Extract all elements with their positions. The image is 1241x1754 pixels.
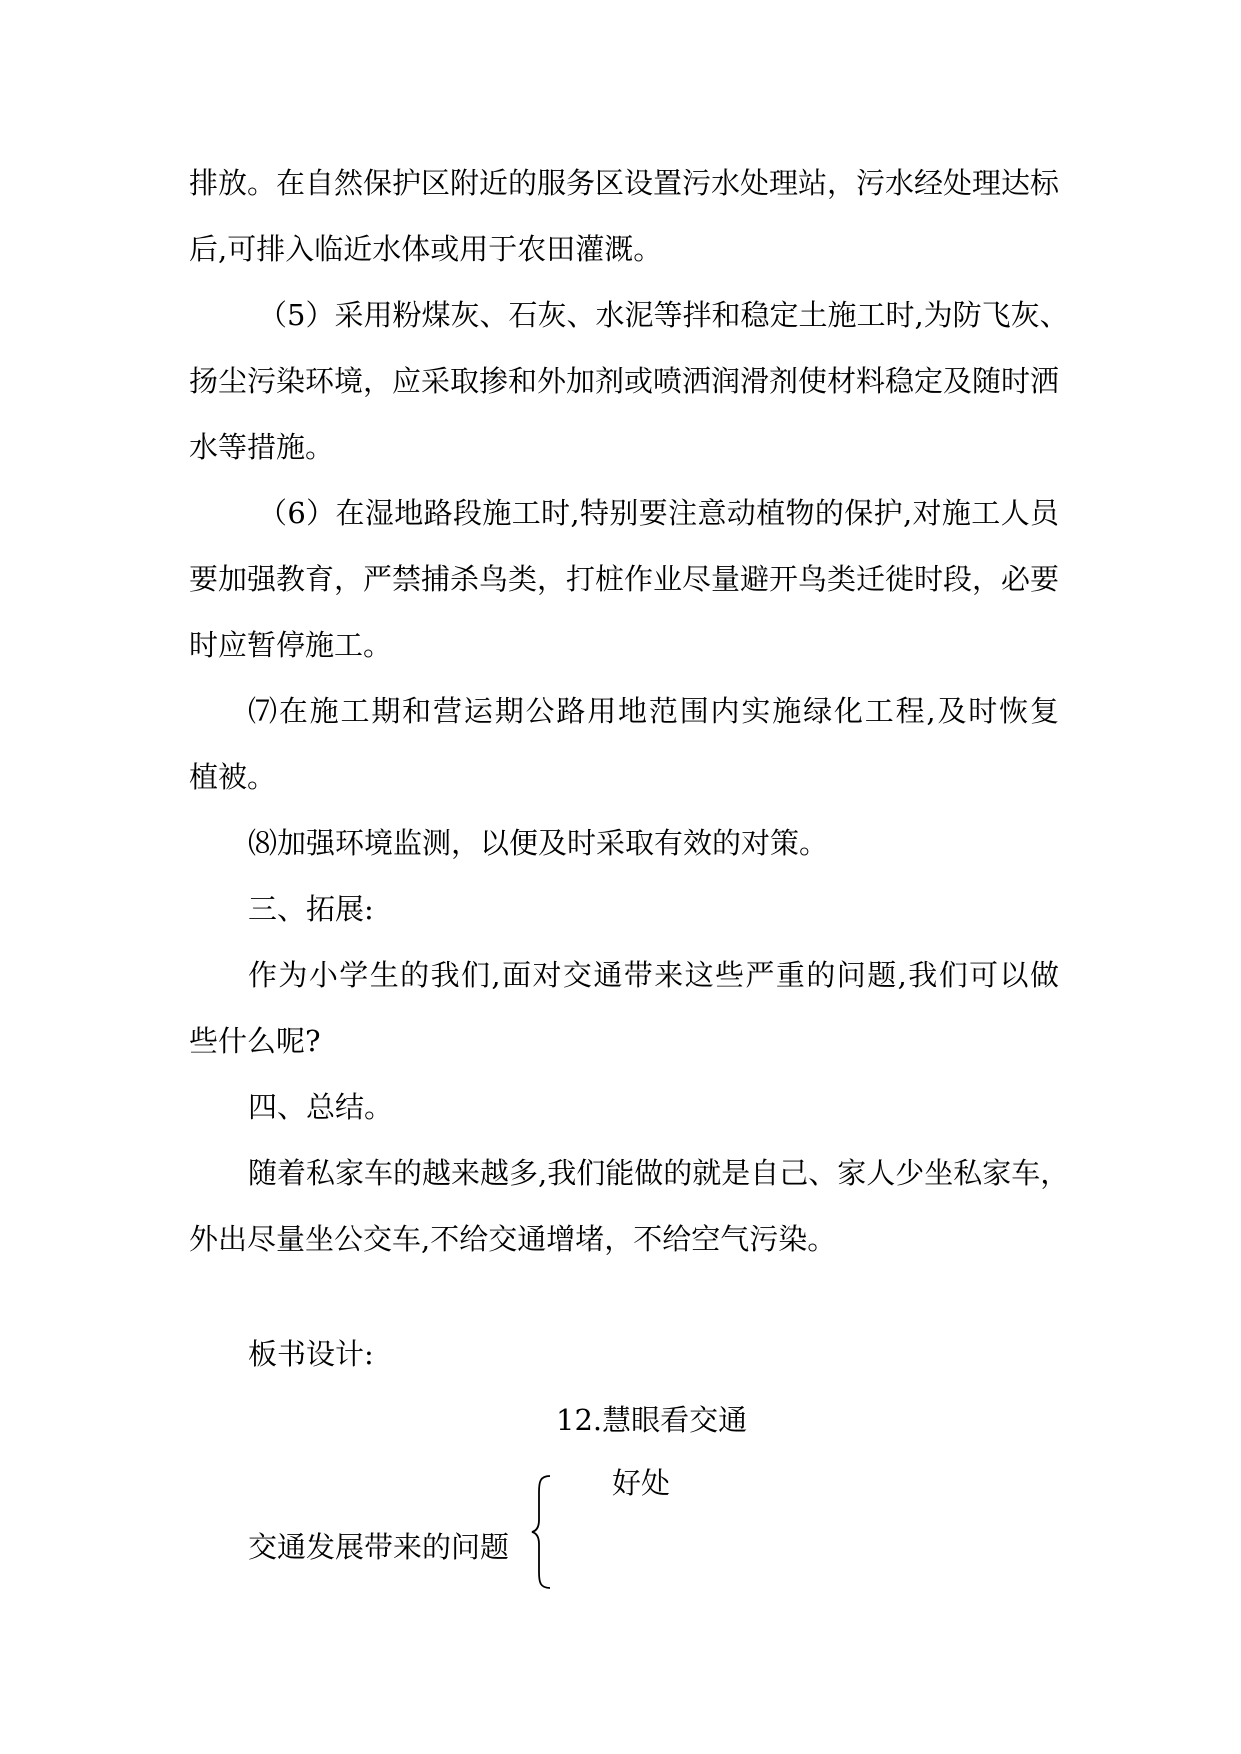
paragraph-line: 些什么呢? <box>189 1024 321 1058</box>
section-heading: 三、拓展: <box>248 892 374 926</box>
paragraph-line: 植被。 <box>189 760 277 794</box>
board-item: 好处 <box>612 1466 671 1500</box>
paragraph-line: 扬尘污染环境，应采取掺和外加剂或喷洒润滑剂使材料稳定及随时洒 <box>189 364 1060 398</box>
paragraph-line: 后,可排入临近水体或用于农田灌溉。 <box>189 232 663 266</box>
paragraph-line: 水等措施。 <box>189 430 335 464</box>
paragraph-line: 随着私家车的越来越多,我们能做的就是自己、家人少坐私家车， <box>248 1156 1070 1190</box>
paragraph-line: ⑺在施工期和营运期公路用地范围内实施绿化工程,及时恢复 <box>248 694 1059 728</box>
board-heading: 板书设计: <box>248 1337 374 1371</box>
paragraph-line: ⑻加强环境监测，以便及时采取有效的对策。 <box>248 826 829 860</box>
section-heading: 四、总结。 <box>248 1090 394 1124</box>
paragraph-line: 时应暂停施工。 <box>189 628 393 662</box>
paragraph-line: 外出尽量坐公交车,不给交通增堵，不给空气污染。 <box>189 1222 837 1256</box>
paragraph-line: 作为小学生的我们,面对交通带来这些严重的问题,我们可以做 <box>248 958 1059 992</box>
board-left-label: 交通发展带来的问题 <box>248 1530 510 1564</box>
board-title: 12.慧眼看交通 <box>556 1403 748 1437</box>
paragraph-line: 排放。在自然保护区附近的服务区设置污水处理站，污水经处理达标 <box>189 166 1060 200</box>
curly-brace-icon <box>530 1474 554 1590</box>
paragraph-line: 要加强教育，严禁捕杀鸟类，打桩作业尽量避开鸟类迁徙时段，必要 <box>189 562 1060 596</box>
paragraph-line: （5）采用粉煤灰、石灰、水泥等拌和稳定土施工时,为防飞灰、 <box>258 298 1069 332</box>
paragraph-line: （6）在湿地路段施工时,特别要注意动植物的保护,对施工人员 <box>258 496 1059 530</box>
